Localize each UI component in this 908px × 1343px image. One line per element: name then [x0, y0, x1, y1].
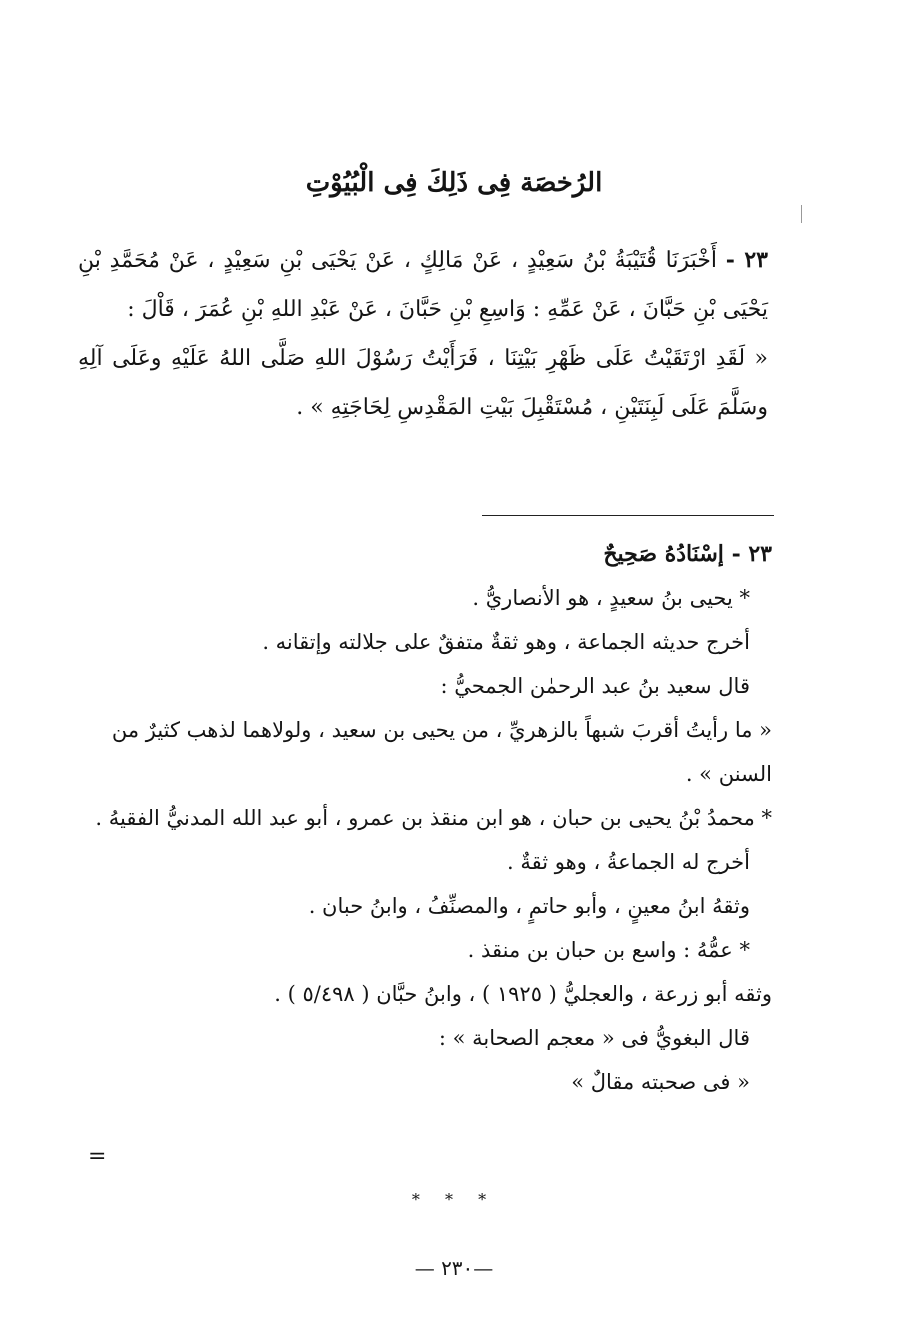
- commentary-line: * عمُّهُ : واسع بن حبان بن منقذ .: [467, 938, 750, 962]
- commentary-line: * محمدُ بْنُ يحيى بن حبان ، هو ابن منقذ بن عمرو ، أبو عبد الله المدنيُّ الفقيهُ .: [95, 806, 772, 830]
- hadith-isnad-paragraph: [78, 236, 768, 334]
- commentary-lines: [78, 576, 772, 1104]
- commentary-line: وثقهُ ابنُ معينٍ ، وأبو حاتمٍ ، والمصنِّفُ ، وابنُ حبان .: [308, 894, 750, 918]
- commentary-line: أخرج حديثه الجماعة ، وهو ثقةٌ متفقٌ على جلالته وإتقانه .: [262, 630, 750, 654]
- margin-mark: [801, 205, 802, 223]
- commentary-line: « فى صحبته مقالٌ »: [571, 1070, 750, 1094]
- hadith-matn: « لَقَدِ ارْتَقَيْتُ عَلَى ظَهْرِ بَيْتِنَا ، فَرَأَيْتُ رَسُوْلَ اللهِ صَلَّى اللهُ عَلَيْهِ وعَلَى آلِهِ وسَلَّمَ عَلَى لَبِنَتَيْنِ ، مُسْتَقْبِلَ بَيْتِ المَقْدِسِ لِحَاجَتِهِ » .: [78, 346, 768, 420]
- footnote-divider: [482, 515, 774, 516]
- commentary-line: « ما رأيتُ أقربَ شبهاً بالزهريِّ ، من يحيى بن سعيد ، ولولاهما لذهب كثيرٌ من السنن » .: [111, 718, 772, 786]
- commentary-heading: ٢٣ - إسْنَادُهُ صَحِيحٌ: [603, 541, 772, 567]
- commentary-line: قال سعيد بنُ عبد الرحمٰن الجمحيُّ :: [440, 674, 750, 698]
- hadith-block: [78, 236, 768, 432]
- hadith-isnad: أَخْبَرَنَا قُتَيْبَةُ بْنُ سَعِيْدٍ ، عَنْ مَالِكٍ ، عَنْ يَحْيَى بْنِ سَعِيْدٍ ، عَنْ مُحَمَّدِ بْنِ يَحْيَى بْنِ حَبَّانَ ، عَنْ عَمِّهِ : وَاسِعِ بْنِ حَبَّانَ ، عَنْ عَبْدِ اللهِ بْنِ عُمَرَ ، قَاْلَ :: [78, 248, 768, 322]
- commentary-line: أخرج له الجماعةُ ، وهو ثقةٌ .: [506, 850, 750, 874]
- continuation-mark: =: [88, 1144, 107, 1169]
- section-title: الرُخصَة فِى ذَلِكَ فِى الْبُيُوْتِ: [305, 168, 603, 198]
- commentary-line: قال البغويُّ فى « معجم الصحابة » :: [438, 1026, 750, 1050]
- commentary-line: وثقه أبو زرعة ، والعجليُّ ( ١٩٢٥ ) ، وابنُ حبَّان ( ٥/٤٩٨ ) .: [274, 982, 772, 1006]
- section-separator: * * *: [411, 1190, 497, 1209]
- hadith-number: ٢٣ -: [725, 247, 768, 273]
- commentary-block: [78, 532, 772, 1104]
- commentary-line: * يحيى بنُ سعيدٍ ، هو الأنصاريُّ .: [472, 586, 750, 610]
- page-number: —٢٣٠ —: [414, 1256, 494, 1280]
